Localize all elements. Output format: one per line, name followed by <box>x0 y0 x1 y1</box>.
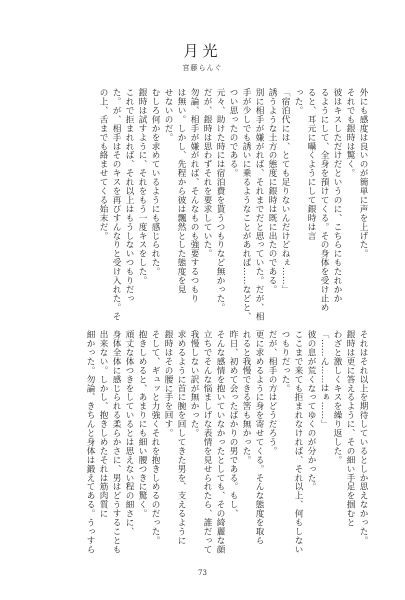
text-column: これで拒まれれば、それ以上はもうしないつもりだっ <box>124 88 134 303</box>
text-column: 銀時は試すように、それをもう一度キスをした。 <box>137 88 147 285</box>
text-column: は無い。しかし、先程から彼は飄然とした態度を見 <box>176 88 186 294</box>
text-column: 手が少しでも誘いに乗るようなことがあれば……などと、 <box>241 88 251 321</box>
text-column: るようにして、全身を預けてくる。その身体を受け止め <box>319 88 329 312</box>
text-column: 元々、助けた時には宿泊費を貰うつもりなど無かった。 <box>215 88 225 312</box>
text-column: 銀時はその腰に手を回す。 <box>163 330 173 438</box>
text-column: 銀時は更に答えるように、その細い手足を掴むと <box>345 330 355 527</box>
text-column: った。 <box>293 88 303 115</box>
text-column: だが、相手の方はどうだろう。 <box>267 330 277 456</box>
text-column: 「宿泊代には、とても足りないんだけどねぇ……」 <box>280 88 290 294</box>
page-number: 73 <box>198 569 207 577</box>
text-column: 立ちでそんな悩ましげな表情を見せられたら、誰だって <box>202 330 212 554</box>
text-column: 出来ない。しかし、抱きしめたそれは筋肉質に <box>98 330 108 518</box>
text-column: 彼の息が荒くなってゆくのが分かった。 <box>306 330 316 492</box>
text-column: せないのだ。 <box>163 88 173 142</box>
text-column: 細かった。勿論、きちんと身体は鍛えてある。うっすら <box>85 330 95 554</box>
author-name: 宮藤らんぐ <box>182 64 223 72</box>
text-column: れると我慢できる筈も無かった。 <box>241 330 251 465</box>
text-column: それでも銀時は驚く。 <box>345 88 355 178</box>
body-text-lower <box>32 330 369 556</box>
text-column: ここまで来ても拒まれなければ、それ以上、何もしない <box>293 330 303 554</box>
text-column: つもりだった。 <box>280 330 290 393</box>
text-column: 誘うような土方の態度に銀時は既に出たのである。 <box>267 88 277 294</box>
text-column: の上、舌までも絡ませてくる始末だ。 <box>98 88 108 241</box>
text-column: 身体全体に感じられる柔らかさに、男はどうすることも <box>111 330 121 554</box>
text-column: 更に求めるように身を寄せてくる。そんな態度を取ら <box>254 330 264 545</box>
text-column: つい思ったのである。 <box>228 88 238 178</box>
text-column: た。が、相手はそのキスを再びすんなりと受け入れた。そ <box>111 88 121 321</box>
text-column: 昨日、初めて会ったばかりの男である。もし、 <box>228 330 238 518</box>
body-text-upper <box>32 88 369 332</box>
text-column: ると、耳元に囁くようにして銀時は言 <box>306 88 316 241</box>
text-column: 「……ん……はぁ……」 <box>319 330 329 429</box>
text-column: 頑丈な体つきをしているとは思えない程の細さに、 <box>124 330 134 536</box>
text-column: 彼はキスしただけだというのに、こちらにもたれかか <box>332 88 342 303</box>
text-column: 求めるように首に腕を回してきた男を、支えるように <box>176 330 186 545</box>
text-column: だが、銀時は思わずそれを要求していた。 <box>202 88 212 259</box>
text-column: 我慢しない訳が無かった。 <box>189 330 199 438</box>
text-column: 勿論、相手が嫌がれば、そんなものも強要するつもり <box>189 88 199 303</box>
text-column: わざと激しくキスを繰り返した。 <box>332 330 342 465</box>
text-column: それはそれ以上を期待しているとしか思えなかった。 <box>358 330 368 545</box>
text-column: むしろ何かを求めているようにも感じられた。 <box>150 88 160 276</box>
text-column: 抱きしめると、あまりにも細い腰つきに驚く。 <box>137 330 147 518</box>
text-column: そして、ギュッと力強くそれを抱きしめるのだった。 <box>150 330 160 545</box>
page-title: 月光 <box>183 42 222 60</box>
text-column: 外にも感度は良いのが簡単に声を上げた。 <box>358 88 368 259</box>
text-column: 別に相手が嫌がれば、それまでだと思っていた。だが、相 <box>254 88 264 321</box>
text-column: そんな感情を抱いていなかったとしても、その綺麗な顔 <box>215 330 225 554</box>
